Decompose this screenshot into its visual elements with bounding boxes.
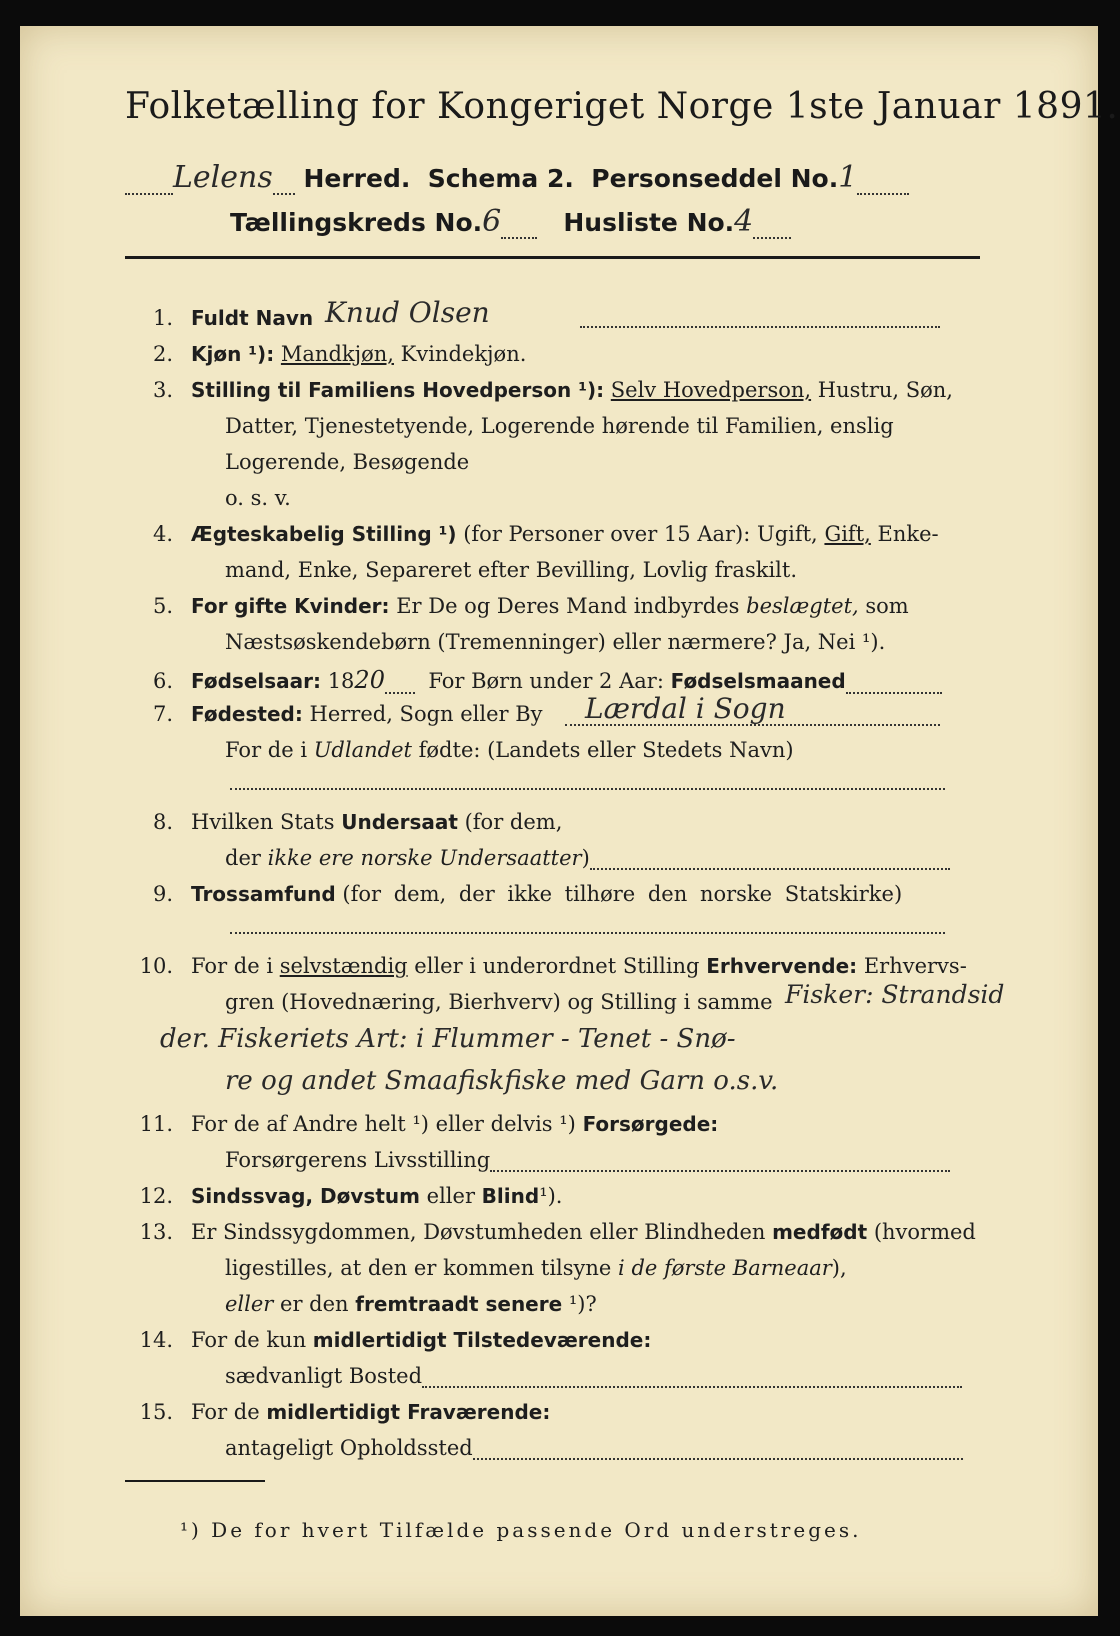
- item-7-fill-line: [565, 724, 940, 726]
- item-12: 12. Sindssvag, Døvstum eller Blind¹).: [139, 1184, 563, 1208]
- item-13: 13. Er Sindssygdommen, Døvstumheden eller Blindheden medfødt (hvormed: [139, 1220, 976, 1244]
- header-divider: [125, 256, 980, 259]
- item-7-line-2: For de i Udlandet fødte: (Landets eller Stedets Navn): [225, 738, 794, 762]
- item-3-line-3: Logerende, Besøgende: [225, 450, 470, 474]
- item-7-value: Lærdal i Sogn: [585, 692, 786, 725]
- item-11-line-2: Forsørgerens Livsstilling: [225, 1148, 950, 1172]
- item-10-hand-2: der. Fiskeriets Art: i Flummer - Tenet - Snø-: [160, 1024, 736, 1054]
- kreds-value: 6: [482, 204, 502, 239]
- item-4-selected: Gift,: [824, 522, 871, 546]
- footnote: ¹) De for hvert Tilfælde passende Ord understreges.: [180, 1518, 862, 1542]
- item-13-line-3: eller er den fremtraadt senere ¹)?: [225, 1292, 597, 1316]
- item-15-line-2: antageligt Opholdssted: [225, 1436, 963, 1460]
- item-3: 3. Stilling til Familiens Hovedperson ¹): Selv Hovedperson, Hustru, Søn,: [152, 378, 953, 402]
- item-9: 9. Trossamfund (for dem, der ikke tilhøre den norske Statskirke): [152, 882, 903, 906]
- item-5-line-2: Næstsøskendebørn (Tremenninger) eller nærmere? Ja, Nei ¹).: [225, 630, 886, 654]
- item-8-line-2: der ikke ere norske Undersaatter): [225, 846, 950, 870]
- item-14: 14. For de kun midlertidigt Tilstedeværende:: [139, 1328, 652, 1352]
- item-1-fill-line: [580, 326, 940, 328]
- item-3-line-4: o. s. v.: [225, 486, 291, 510]
- item-1-label: Fuldt Navn: [191, 306, 314, 330]
- personseddel-label: Personseddel No.: [591, 164, 839, 193]
- item-10: 10. For de i selvstændig eller i underordnet Stilling Erhvervende: Erhvervs-: [139, 954, 967, 978]
- item-3-selected: Selv Hovedperson,: [610, 378, 812, 402]
- census-form: [20, 26, 1119, 1616]
- item-1: 1. Fuldt Navn: [152, 306, 314, 330]
- item-4: 4. Ægteskabelig Stilling ¹) (for Personer over 15 Aar): Ugift, Gift, Enke-: [152, 522, 939, 546]
- schema-label: Schema 2.: [427, 164, 574, 193]
- kreds-label: Tællingskreds No.: [230, 208, 483, 237]
- husliste-label: Husliste No.: [563, 208, 735, 237]
- item-1-value: Knud Olsen: [325, 296, 490, 329]
- header-line-1: [125, 160, 909, 195]
- header-line-2: [230, 204, 791, 239]
- item-9-blank-line: [230, 932, 945, 934]
- item-10-hand-1: Fisker: Strandsid: [785, 980, 1005, 1009]
- form-title: Folketælling for Kongeriget Norge 1ste Januar 1891.: [125, 86, 1119, 127]
- item-7-blank-line: [230, 788, 945, 790]
- item-2-selected: Mandkjøn,: [280, 342, 394, 366]
- footnote-divider: [125, 1480, 265, 1482]
- item-13-line-2: ligestilles, at den er kommen tilsyne i de første Barneaar),: [225, 1256, 847, 1280]
- item-15: 15. For de midlertidigt Fraværende:: [139, 1400, 551, 1424]
- item-8: 8. Hvilken Stats Undersaat (for dem,: [152, 810, 563, 834]
- item-4-line-2: mand, Enke, Separeret efter Bevilling, Lovlig fraskilt.: [225, 558, 798, 582]
- item-2: 2. Kjøn ¹): Mandkjøn, Kvindekjøn.: [152, 342, 527, 366]
- item-7: 7. Fødested: Herred, Sogn eller By: [152, 702, 543, 726]
- item-10-line-2: gren (Hovednæring, Bierhverv) og Stilling i samme: [225, 990, 773, 1014]
- item-11: 11. For de af Andre helt ¹) eller delvis ¹) Forsørgede:: [139, 1112, 719, 1136]
- item-5: 5. For gifte Kvinder: Er De og Deres Mand indbyrdes beslægtet, som: [152, 594, 909, 618]
- herred-value: Lelens: [173, 160, 273, 195]
- husliste-value: 4: [734, 204, 754, 239]
- item-10-hand-3: re og andet Smaafiskfiske med Garn o.s.v.: [225, 1066, 779, 1096]
- item-3-line-2: Datter, Tjenestetyende, Logerende hørende til Familien, enslig: [225, 414, 894, 438]
- personseddel-value: 1: [838, 160, 858, 195]
- herred-label: Herred.: [303, 164, 411, 193]
- item-6-value: 20: [354, 666, 385, 694]
- item-6: 6. Fødselsaar: 1820 For Børn under 2 Aar: Fødselsmaaned: [125, 666, 942, 694]
- item-14-line-2: sædvanligt Bosted: [225, 1364, 962, 1388]
